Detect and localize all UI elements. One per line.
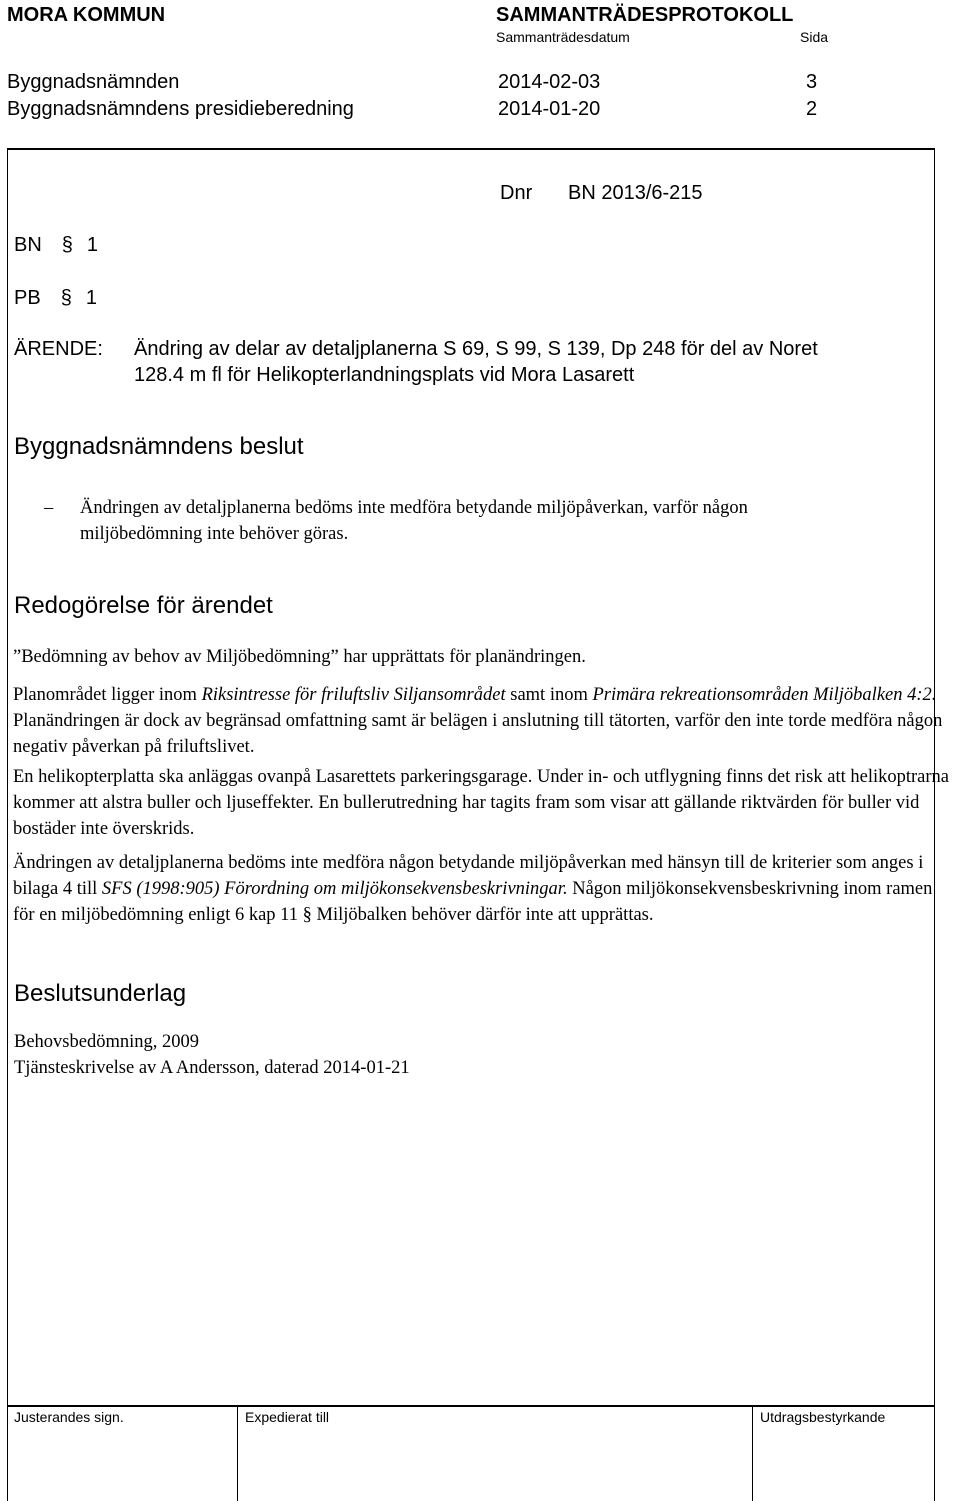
redogorelse-paragraph-4	[13, 850, 958, 928]
beslut-line-2: miljöbedömning inte behöver göras.	[80, 524, 349, 544]
dnr-label: Dnr	[500, 182, 533, 204]
footer-divider-v1	[237, 1405, 238, 1501]
beslut-heading: Byggnadsnämndens beslut	[14, 433, 304, 460]
underlag-heading: Beslutsunderlag	[14, 980, 187, 1007]
document-type: SAMMANTRÄDESPROTOKOLL	[496, 4, 794, 26]
header-body-2: Byggnadsnämndens presidieberedning	[7, 98, 354, 120]
section-symbol: §	[61, 234, 73, 256]
header-date-2: 2014-01-20	[498, 98, 601, 120]
header-body-1: Byggnadsnämnden	[7, 71, 180, 93]
section-pb-number: 1	[85, 287, 97, 309]
left-border	[7, 148, 8, 1501]
section-bn	[14, 234, 98, 257]
footer-divider-v2	[752, 1405, 753, 1501]
underlag-item-1: Behovsbedömning, 2009	[14, 1032, 199, 1052]
org-name: MORA KOMMUN	[7, 4, 166, 26]
underlag-item-2: Tjänsteskrivelse av A Andersson, daterad 2014-01-21	[14, 1058, 410, 1078]
footer-divider	[7, 1405, 935, 1407]
footer-expedierat: Expedierat till	[245, 1409, 330, 1425]
redogorelse-paragraph-3: En helikopterplatta ska anläggas ovanpå Lasarettets parkeringsgarage. Under in- och utflygning finns det risk att helikoptrarna kommer att alstra buller och ljuseffekter. En bullerutredning har tagits fram som visar att gällande riktvärden för buller vid bostäder inte överskrids.	[13, 767, 949, 839]
page-column-label: Sida	[800, 29, 829, 45]
p2-text-2: samt inom	[505, 685, 593, 705]
section-bn-prefix: BN	[14, 234, 42, 256]
p2-text-1: Planområdet ligger inom	[13, 685, 202, 705]
header-divider	[7, 148, 935, 150]
section-pb	[14, 287, 97, 310]
p4-text-2: Någon miljökonsekvensbeskrivning inom ramen för en miljöbedömning enligt 6 kap 11 § Miljöbalken behöver därför inte att upprättas.	[13, 879, 933, 925]
beslut-dash: –	[44, 498, 54, 518]
redogorelse-paragraph-1: ”Bedömning av behov av Miljöbedömning” har upprättats för planändringen.	[13, 647, 586, 667]
date-column-label: Sammanträdesdatum	[496, 29, 630, 45]
p2-italic-1: Riksintresse för friluftsliv Siljansområdet	[201, 685, 506, 705]
beslut-line-1: Ändringen av detaljplanerna bedöms inte medföra betydande miljöpåverkan, varför någon	[80, 498, 748, 518]
p2-text-3: Planändringen är dock av begränsad omfattning samt är belägen i anslutning till tätorten, varför den inte torde medföra någon negativ påverkan på friluftslivet.	[13, 711, 943, 757]
header-page-2: 2	[806, 98, 818, 120]
section-pb-prefix: PB	[14, 287, 41, 309]
redogorelse-heading: Redogörelse för ärendet	[14, 592, 273, 619]
arende-line-2: 128.4 m fl för Helikopterlandningsplats vid Mora Lasarett	[134, 364, 635, 386]
p2-italic-2: Primära rekreationsområden Miljöbalken 4:2.	[592, 685, 937, 705]
section-symbol: §	[60, 287, 72, 309]
header-page-1: 3	[806, 71, 818, 93]
footer-justerandes: Justerandes sign.	[14, 1409, 124, 1425]
p4-text-1: Ändringen av detaljplanerna bedöms inte medföra någon betydande miljöpåverkan med hänsyn till de kriterier som anges i bilaga 4 till	[13, 853, 924, 899]
arende-line-1: Ändring av delar av detaljplanerna S 69, S 99, S 139, Dp 248 för del av Noret	[134, 338, 818, 360]
p4-italic-1: SFS (1998:905) Förordning om miljökonsekvensbeskrivningar.	[101, 879, 568, 899]
header-date-1: 2014-02-03	[498, 71, 601, 93]
section-bn-number: 1	[86, 234, 99, 256]
footer-utdrag: Utdragsbestyrkande	[760, 1409, 886, 1425]
arende-label: ÄRENDE:	[14, 338, 103, 360]
dnr-value: BN 2013/6-215	[568, 182, 703, 204]
redogorelse-paragraph-2	[13, 682, 958, 760]
